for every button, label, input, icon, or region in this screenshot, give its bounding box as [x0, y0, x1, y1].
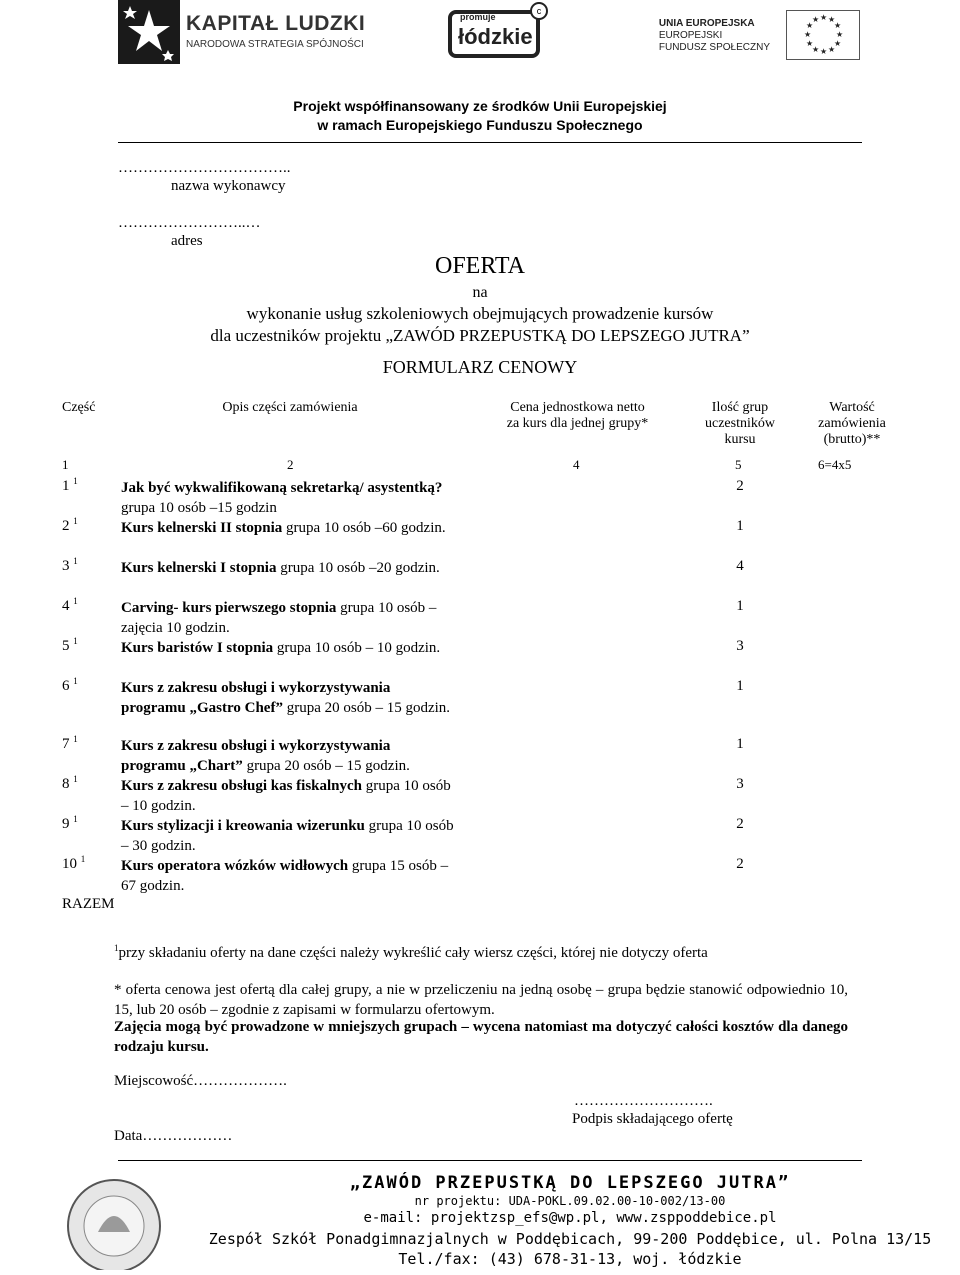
svg-text:★: ★ [806, 39, 814, 48]
eu-line-2: EUROPEJSKI [658, 30, 723, 41]
course-details: grupa 20 osób – 15 godzin. [282, 700, 451, 716]
col-header-description: Opis części zamówienia [222, 400, 358, 415]
course-details: grupa 10 osób –15 godzin [121, 500, 277, 516]
course-name: Kurs stylizacji i kreowania wizerunku [121, 818, 365, 834]
row-number [62, 518, 78, 535]
row-group-count: 2 [736, 856, 744, 872]
promuje-lodzkie-logo [448, 2, 548, 64]
course-details: grupa 10 osób –60 godzin. [282, 520, 446, 536]
footer-project-name: „ZAWÓD PRZEPUSTKĄ DO LEPSZEGO JUTRA” [349, 1173, 791, 1193]
col-header-unit-price-line2: za kurs dla jednej grupy* [506, 416, 649, 431]
course-details: grupa 10 osób – 10 godzin. [121, 778, 451, 814]
row-description [121, 678, 456, 718]
course-details: grupa 15 osób – 67 godzin. [121, 858, 449, 894]
col-number-2: 2 [287, 457, 294, 472]
total-label: RAZEM [62, 896, 115, 912]
footnote-text: przy składaniu oferty na dane części należy wykreślić cały wiersz części, której nie dotyczy oferta [118, 945, 708, 961]
col-header-value-line2: zamówienia [818, 416, 886, 431]
svg-text:★: ★ [806, 21, 814, 30]
school-seal-logo [58, 1170, 170, 1270]
col-number-6: 6=4x5 [818, 457, 852, 472]
offer-title: OFERTA [435, 253, 525, 279]
row-footnote-marker: 1 [80, 854, 86, 864]
course-name: Kurs z zakresu obsługi kas fiskalnych [121, 778, 363, 794]
row-number [62, 776, 78, 793]
col-header-value [800, 400, 904, 448]
copyright-icon: c [530, 2, 548, 20]
date-field: Data……………… [114, 1128, 233, 1144]
svg-text:★: ★ [820, 13, 828, 22]
row-footnote-marker: 1 [73, 476, 78, 486]
footer-project-number: nr projektu: UDA-POKL.09.02.00-10-002/13-00 [414, 1194, 726, 1208]
col-header-value-line1: Wartość [829, 400, 875, 415]
row-number [62, 598, 78, 615]
row-footnote-marker: 1 [73, 636, 78, 646]
row-description [121, 558, 456, 578]
row-description [121, 478, 456, 518]
lodzkie-small-text: promuje [460, 12, 496, 22]
eu-text [659, 18, 770, 54]
offer-subject-line1: wykonanie usług szkoleniowych obejmujących prowadzenie kursów [246, 304, 714, 323]
form-title: FORMULARZ CENOWY [382, 357, 578, 377]
col-header-group-count-line3: kursu [724, 432, 756, 447]
lodzkie-big-text: łódzkie [458, 24, 533, 49]
eu-line-3: FUNDUSZ SPOŁECZNY [658, 42, 770, 53]
row-group-count: 2 [736, 478, 744, 494]
row-number [62, 816, 78, 833]
svg-text:★: ★ [812, 15, 820, 24]
row-group-count: 1 [736, 678, 744, 694]
contractor-address-label: adres [171, 233, 203, 249]
row-number-value: 4 [62, 598, 70, 614]
row-number [62, 478, 78, 495]
row-description [121, 816, 456, 856]
row-number-value: 2 [62, 518, 70, 534]
svg-text:★: ★ [828, 45, 836, 54]
signature-label: Podpis składającego ofertę [572, 1111, 733, 1127]
kapital-ludzki-logo [118, 0, 366, 64]
course-name: Jak być wykwalifikowaną sekretarką/ asystentką? [121, 480, 443, 496]
row-description [121, 856, 456, 896]
course-details: grupa 10 osób –20 godzin. [276, 560, 440, 576]
row-footnote-marker: 1 [73, 734, 78, 744]
row-group-count: 2 [736, 816, 744, 832]
svg-text:★: ★ [834, 21, 842, 30]
row-footnote-marker: 1 [73, 596, 78, 606]
header-divider [118, 142, 862, 143]
row-number [62, 638, 78, 655]
kapital-ludzki-subtitle: NARODOWA STRATEGIA SPÓJNOŚCI [186, 39, 364, 50]
footnote [114, 943, 848, 963]
row-group-count: 3 [736, 776, 744, 792]
col-header-unit-price-line1: Cena jednostkowa netto [510, 400, 645, 415]
course-name: Kurs operatora wózków widłowych [121, 858, 349, 874]
svg-text:★: ★ [834, 39, 842, 48]
course-name: Kurs kelnerski II stopnia [121, 520, 283, 536]
row-description [121, 638, 456, 658]
footer-divider [118, 1160, 862, 1161]
contractor-address-dots: ……………………..… [118, 215, 261, 231]
row-footnote-marker: 1 [73, 814, 78, 824]
course-name: Kurs baristów I stopnia [121, 640, 274, 656]
col-header-group-count-line2: uczestników [705, 416, 775, 431]
footer-phone: Tel./fax: (43) 678-31-13, woj. łódzkie [398, 1250, 742, 1268]
row-number-value: 6 [62, 678, 70, 694]
row-footnote-marker: 1 [73, 516, 78, 526]
row-number [62, 736, 78, 753]
eu-line-1: UNIA EUROPEJSKA [658, 18, 755, 29]
price-note: * oferta cenowa jest ofertą dla całej grupy, a nie w przeliczeniu na jedną osobę – grupa będzie stanowić odpowiednio 10, 15, lub 20 osób – zgodnie z zapisami w formularzu ofertowym. [114, 982, 848, 1018]
svg-text:★: ★ [836, 30, 844, 39]
col-header-value-line3: (brutto)** [823, 432, 881, 447]
svg-text:★: ★ [828, 15, 836, 24]
eu-flag-icon [786, 10, 860, 60]
row-footnote-marker: 1 [73, 676, 78, 686]
row-group-count: 3 [736, 638, 744, 654]
signature-dots: ………………………. [574, 1093, 713, 1109]
offer-na: na [472, 284, 488, 301]
course-details: grupa 10 osób – 10 godzin. [273, 640, 441, 656]
col-number-5: 5 [735, 457, 742, 472]
col-header-group-count [680, 400, 800, 448]
row-description [121, 776, 456, 816]
kapital-ludzki-title: KAPITAŁ LUDZKI [186, 12, 366, 35]
col-number-4: 4 [573, 457, 580, 472]
row-number-value: 3 [62, 558, 70, 574]
row-number-value: 7 [62, 736, 70, 752]
course-details: grupa 20 osób – 15 godzin. [242, 758, 410, 774]
svg-text:★: ★ [820, 47, 828, 56]
place-field: Miejscowość………………. [114, 1073, 287, 1089]
col-header-group-count-line1: Ilość grup [711, 400, 769, 415]
eu-logo [658, 4, 860, 64]
row-number-value: 9 [62, 816, 70, 832]
row-footnote-marker: 1 [73, 774, 78, 784]
svg-text:★: ★ [804, 30, 812, 39]
course-details: grupa 10 osób – 30 godzin. [121, 818, 454, 854]
course-details: grupa 10 osób – zajęcia 10 godzin. [121, 600, 437, 636]
group-size-note: Zajęcia mogą być prowadzone w mniejszych grupach – wycena natomiast ma dotyczyć całości kosztów dla danego rodzaju kursu. [114, 1019, 848, 1055]
row-number-value: 1 [62, 478, 70, 494]
footer-school: Zespół Szkół Ponadgimnazjalnych w Poddębicach, 99-200 Poddębice, ul. Polna 13/15 [208, 1230, 932, 1248]
row-group-count: 1 [736, 598, 744, 614]
row-number-value: 10 [62, 856, 77, 872]
project-cofinanced-line1: Projekt współfinansowany ze środków Unii Europejskiej [293, 98, 667, 114]
row-group-count: 4 [736, 558, 744, 574]
col-header-part: Część [62, 400, 96, 415]
row-number [62, 678, 78, 695]
row-description [121, 518, 456, 538]
col-header-unit-price [470, 400, 685, 432]
row-description [121, 736, 456, 776]
contractor-name-label: nazwa wykonawcy [171, 178, 286, 194]
course-name: Carving- kurs pierwszego stopnia [121, 600, 337, 616]
row-number-value: 5 [62, 638, 70, 654]
row-group-count: 1 [736, 518, 744, 534]
row-number [62, 856, 85, 873]
contractor-name-dots: …………………………….. [118, 160, 291, 176]
row-number [62, 558, 78, 575]
footer-email: e-mail: projektzsp_efs@wp.pl, www.zsppoddebice.pl [363, 1210, 777, 1226]
project-cofinanced-line2: w ramach Europejskiego Funduszu Społecznego [317, 117, 643, 133]
col-number-1: 1 [62, 457, 69, 472]
course-name: Kurs z zakresu obsługi i wykorzystywania programu „Gastro Chef” [121, 680, 391, 716]
row-description [121, 598, 456, 638]
svg-text:★: ★ [812, 45, 820, 54]
row-footnote-marker: 1 [73, 556, 78, 566]
row-number-value: 8 [62, 776, 70, 792]
row-group-count: 1 [736, 736, 744, 752]
kapital-ludzki-emblem [118, 0, 180, 64]
course-name: Kurs kelnerski I stopnia [121, 560, 277, 576]
course-name: Kurs z zakresu obsługi i wykorzystywania programu „Chart” [121, 738, 391, 774]
offer-subject-line2: dla uczestników projektu „ZAWÓD PRZEPUSTKĄ DO LEPSZEGO JUTRA” [210, 326, 750, 345]
footnote-marker: 1 [114, 943, 119, 953]
